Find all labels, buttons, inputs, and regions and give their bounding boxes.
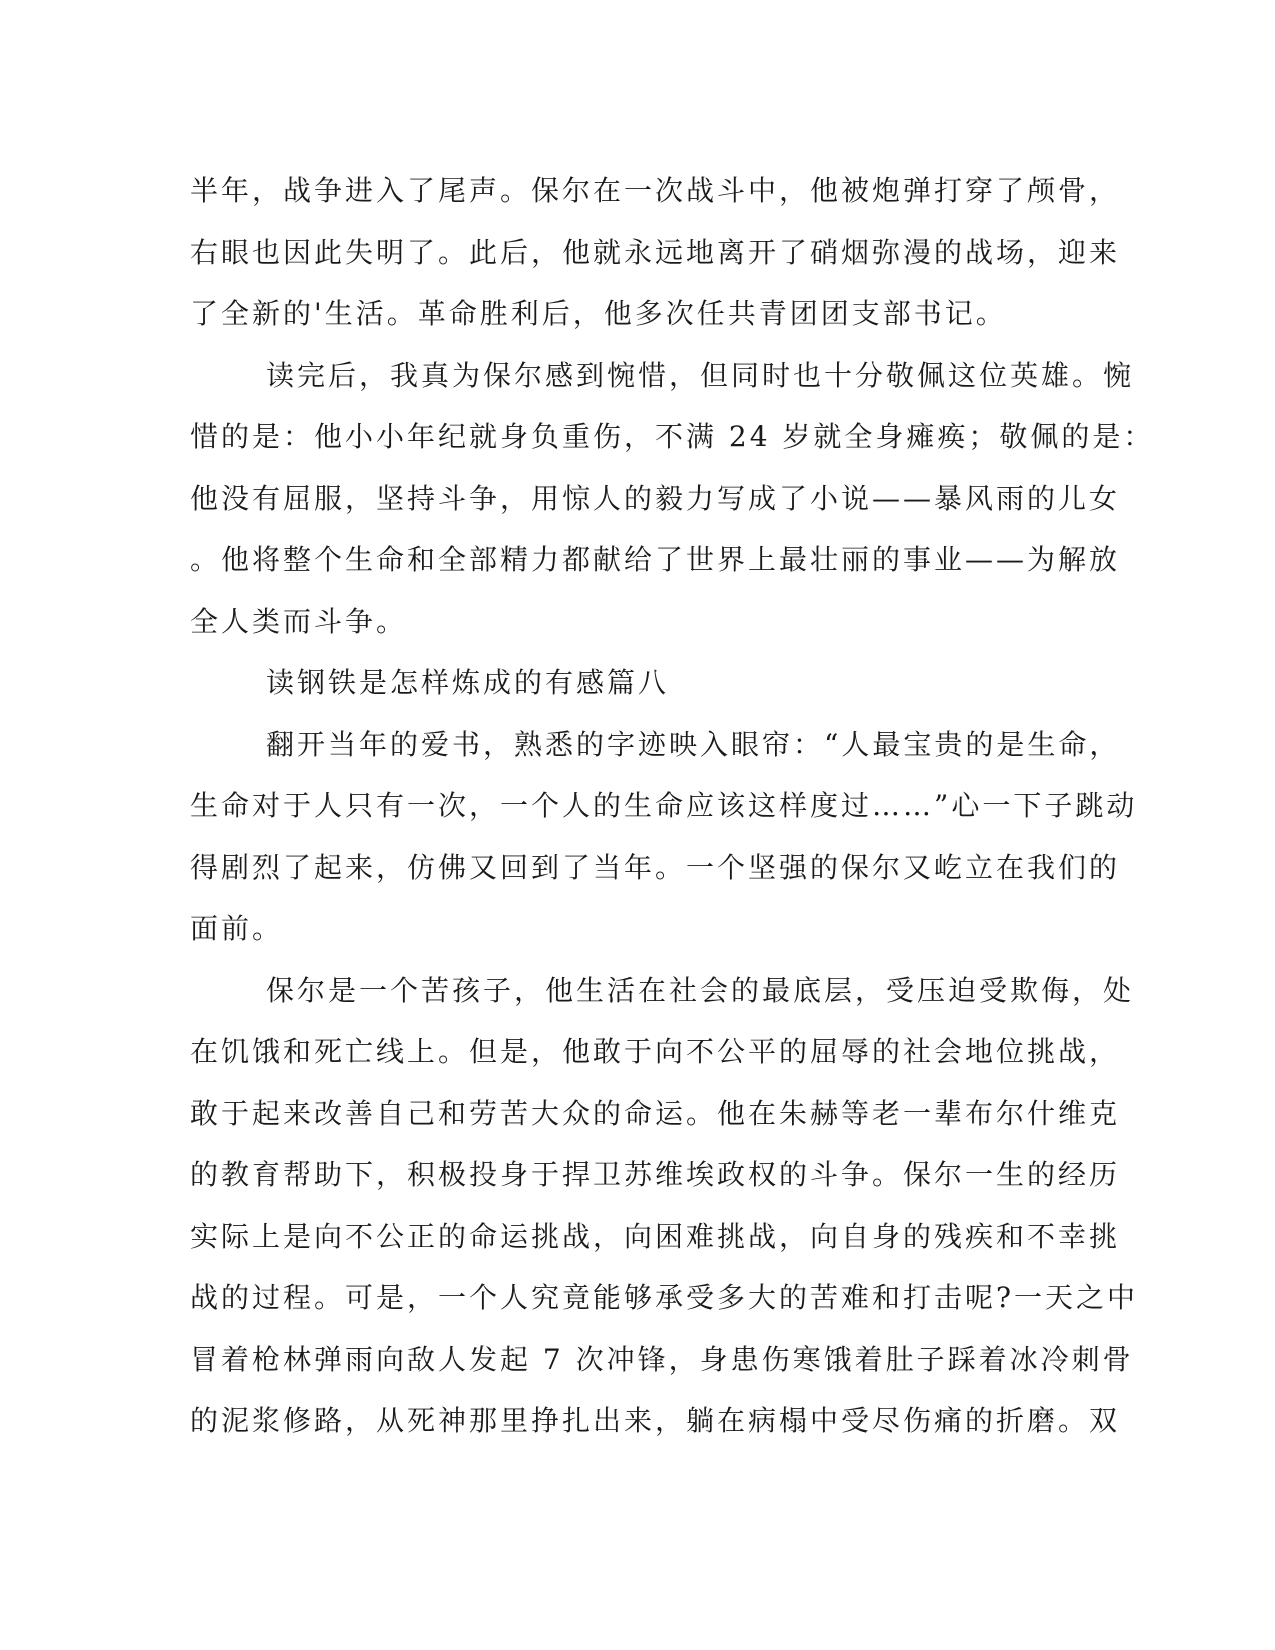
paragraph-first-line: 保尔是一个苦孩子，他生活在社会的最底层，受压迫受欺侮，处: [266, 973, 1135, 1007]
document-body: [190, 160, 1155, 1452]
text-line: 实际上是向不公正的命运挑战，向困难挑战，向自身的残疾和不幸挑: [190, 1219, 1121, 1253]
text-line: 了全新的'生活。革命胜利后，他多次任共青团团支部书记。: [190, 297, 1007, 330]
text-line: 惜的是：他小小年纪就身负重伤，不满 24 岁就全身瘫痪；敬佩的是：: [190, 420, 1155, 453]
text-line: 敢于起来改善自己和劳苦大众的命运。他在朱赫等老一辈布尔什维克: [190, 1096, 1121, 1130]
text-line: 面前。: [190, 912, 284, 945]
text-line: 的教育帮助下，积极投身于捍卫苏维埃政权的斗争。保尔一生的经历: [190, 1158, 1121, 1191]
text-line: 战的过程。可是，一个人究竟能够承受多大的苦难和打击呢?一天之中: [190, 1281, 1139, 1314]
paragraph-first-line: 读完后，我真为保尔感到惋惜，但同时也十分敬佩这位英雄。惋: [266, 358, 1135, 392]
text-line: 半年，战争进入了尾声。保尔在一次战斗中，他被炮弹打穿了颅骨，: [190, 174, 1121, 207]
text-line: 得剧烈了起来，仿佛又回到了当年。一个坚强的保尔又屹立在我们的: [190, 850, 1121, 884]
section-heading: 读钢铁是怎样炼成的有感篇八: [266, 666, 670, 699]
text-line: 冒着枪林弹雨向敌人发起 7 次冲锋，身患伤寒饿着肚子踩着冰冷刺骨: [190, 1342, 1134, 1376]
text-line: 的泥浆修路，从死神那里挣扎出来，躺在病榻中受尽伤痛的折磨。双: [190, 1404, 1121, 1437]
text-line: 右眼也因此失明了。此后，他就永远地离开了硝烟弥漫的战场，迎来: [190, 235, 1121, 269]
text-line: 全人类而斗争。: [190, 604, 408, 638]
text-line: 生命对于人只有一次，一个人的生命应该这样度过……”心一下子跳动: [190, 789, 1138, 822]
text-line: 。他将整个生命和全部精力都献给了世界上最壮丽的事业——为解放: [190, 543, 1121, 576]
text-line: 他没有屈服，坚持斗争，用惊人的毅力写成了小说——暴风雨的儿女: [190, 481, 1121, 515]
paragraph-first-line: 翻开当年的爱书，熟悉的字迹映入眼帘：“人最宝贵的是生命，: [266, 727, 1121, 761]
text-line: 在饥饿和死亡线上。但是，他敢于向不公平的屈辱的社会地位挑战，: [190, 1035, 1121, 1068]
